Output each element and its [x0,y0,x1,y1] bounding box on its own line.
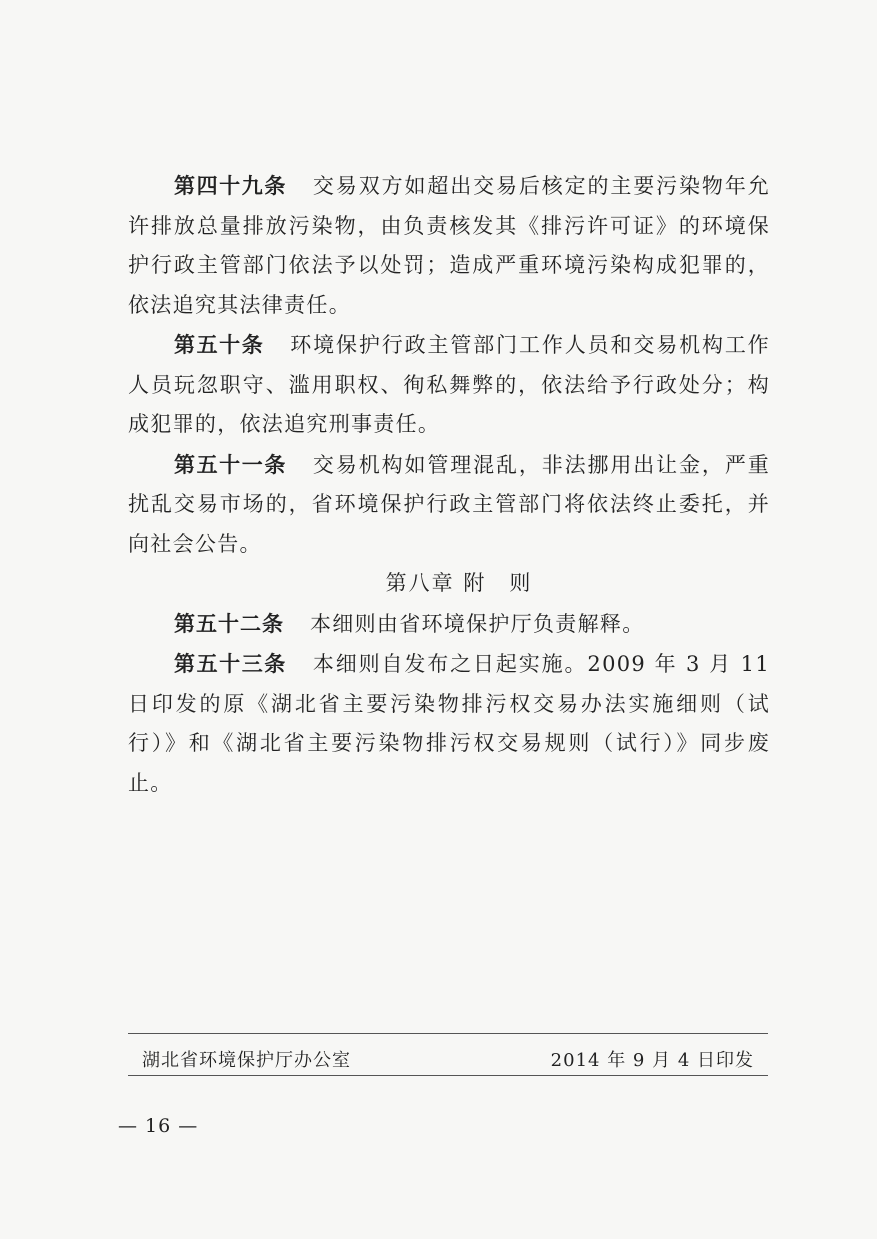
article-heading: 第五十条 [174,332,265,357]
article-52 [128,604,770,645]
footer-issuer: 湖北省环境保护厅办公室 [142,1050,351,1071]
footer-bottom-rule [128,1075,768,1076]
footer-top-rule [128,1033,768,1034]
article-text: 环境保护行政主管部门工作人员和交易机构工作人员玩忽职守、滥用职权、徇私舞弊的，依法给予行政处分；构成犯罪的，依法追究刑事责任。 [128,333,770,436]
footer-date: 2014 年 9 月 4 日印发 [550,1050,754,1071]
article-heading: 第五十二条 [174,610,284,636]
article-heading: 第五十一条 [174,451,287,477]
page-number: — 16 — [118,1115,199,1137]
article-53 [128,644,770,803]
article-heading: 第四十九条 [174,173,287,198]
article-text: 本细则由省环境保护厅负责解释。 [310,611,645,636]
article-51 [128,445,770,565]
article-text: 本细则自发布之日起实施。2009 年 3 月 11 日印发的原《湖北省主要污染物排污权交易办法实施细则（试行）》和《湖北省主要污染物排污权交易规则（试行）》同步废止。 [128,652,770,795]
article-50 [128,325,770,445]
article-49 [128,166,770,325]
article-heading: 第五十三条 [174,651,287,676]
document-body [128,166,770,803]
article-text: 交易双方如超出交易后核定的主要污染物年允许排放总量排放污染物，由负责核发其《排污许可证》的环境保护行政主管部门依法予以处罚；造成严重环境污染构成犯罪的，依法追究其法律责任。 [128,174,771,317]
chapter-title: 第八章 附 则 [385,571,533,595]
article-text: 交易机构如管理混乱，非法挪用出让金，严重扰乱交易市场的，省环境保护行政主管部门将依法终止委托，并向社会公告。 [128,452,771,556]
footer-imprint [128,1046,768,1072]
